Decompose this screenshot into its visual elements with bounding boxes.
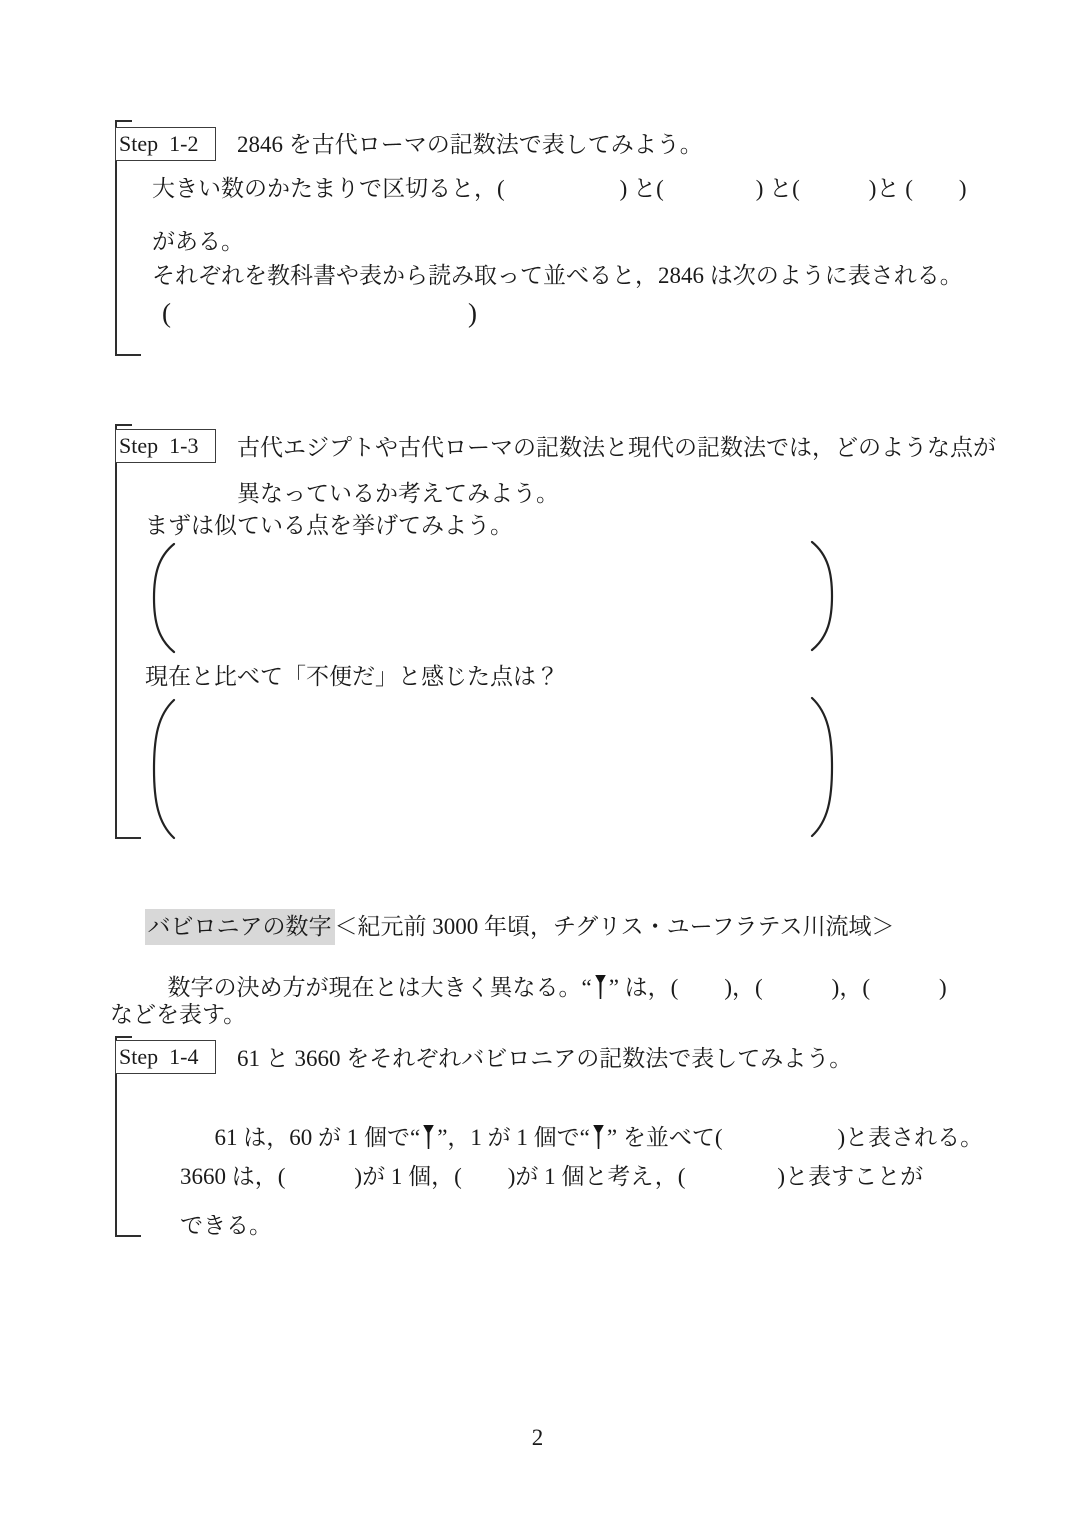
step-1-4-title: 61 と 3660 をそれぞれバビロニアの記数法で表してみよう。 (237, 1046, 853, 1071)
answer-area-left-paren (150, 541, 178, 655)
section-bracket-line (115, 424, 143, 839)
step-1-2-line-read: それぞれを教科書や表から読み取って並べると，2846 は次のように表される。 (152, 263, 963, 288)
bracket-bottom-tick (117, 837, 141, 839)
cuneiform-one-icon (422, 1124, 435, 1151)
page-number: 2 (531, 1425, 544, 1450)
step-1-3-prompt-similar: まずは似ている点を挙げてみよう。 (145, 513, 513, 538)
bracket-top-tick (117, 424, 132, 426)
answer-area-left-paren (150, 697, 178, 841)
step-1-2-answer-blank: ( ) (162, 298, 477, 328)
step-1-3-title-line2: 異なっているか考えてみよう。 (237, 481, 559, 506)
bracket-top-tick (117, 120, 132, 122)
babylonia-intro-after: ” は，( )，( )，( ) (608, 975, 947, 1000)
babylonia-intro-before: 数字の決め方が現在とは大きく異なる。“ (167, 975, 592, 1000)
babylonia-intro-line (133, 943, 947, 1033)
answer-area-right-paren (808, 539, 836, 653)
step-1-3-badge: Step 1-3 (115, 429, 216, 463)
babylonia-intro-cont: などを表す。 (110, 1002, 247, 1027)
step-1-4-line-3660-cont: できる。 (180, 1213, 272, 1238)
step-1-4-badge: Step 1-4 (115, 1040, 216, 1074)
cuneiform-one-icon (592, 1124, 605, 1151)
step-1-3-prompt-inconvenient: 現在と比べて「不便だ」と感じた点は？ (145, 664, 559, 689)
line-61-seg3: ” を並べて( )と表される。 (606, 1125, 984, 1150)
step-1-2-line-split: 大きい数のかたまりで区切ると，( ) と( ) と( )と ( ) (152, 176, 967, 201)
line-61-seg2: ”，1 が 1 個で“ (437, 1125, 590, 1150)
babylonia-heading-highlight: バビロニアの数字 (145, 909, 335, 945)
bracket-top-tick (117, 1036, 132, 1038)
step-1-2-title: 2846 を古代ローマの記数法で表してみよう。 (237, 132, 703, 157)
step-1-3-title-line1: 古代エジプトや古代ローマの記数法と現代の記数法では，どのような点が (237, 435, 996, 460)
answer-area-right-paren (808, 695, 836, 839)
step-1-2-badge: Step 1-2 (115, 127, 216, 161)
bracket-bottom-tick (117, 354, 141, 356)
step-1-2-line-exists: がある。 (152, 229, 244, 254)
cuneiform-one-icon (594, 974, 607, 1001)
bracket-bottom-tick (117, 1235, 141, 1237)
step-1-4-line-3660: 3660 は，( )が 1 個，( )が 1 個と考え，( )と表すことが (180, 1164, 924, 1189)
babylonia-heading-detail: ＜紀元前 3000 年頃，チグリス・ユーフラテス川流域＞ (334, 914, 895, 939)
line-61-seg1: 61 は，60 が 1 個で“ (214, 1125, 421, 1150)
